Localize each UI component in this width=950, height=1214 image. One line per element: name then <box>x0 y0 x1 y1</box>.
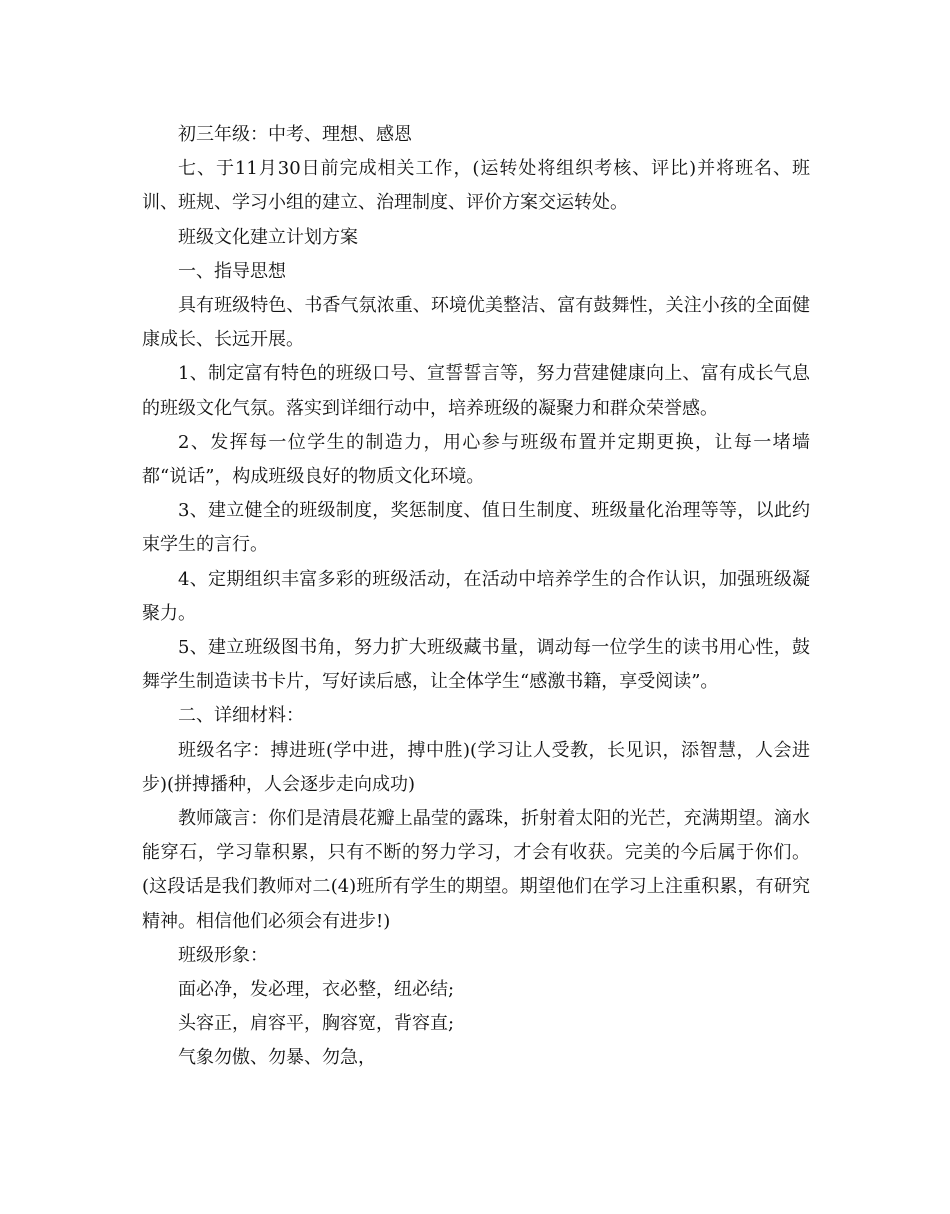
paragraph-class-name: 班级名字：搏进班(学中进，搏中胜)(学习让人受教，长见识，添智慧，人会进步)(拼搏播种，人会逐步走向成功) <box>142 739 810 795</box>
section-title: 班级文化建立计划方案 <box>178 226 358 248</box>
list-item-2: 2、发挥每一位学生的制造力，用心参与班级布置并定期更换，让每一堵墙都“说话”，构成班级良好的物质文化环境。 <box>142 431 810 488</box>
paragraph-grade-theme: 初三年级：中考、理想、感恩 <box>178 124 412 145</box>
paragraph-teacher-motto: 教师箴言：你们是清晨花瓣上晶莹的露珠，折射着太阳的光芒，充满期望。滴水能穿石，学习靠积累，只有不断的努力学习，才会有收获。完美的今后属于你们。(这段话是我们教师对二(4)班所有学生的期望。期望他们在学习上注重积累，有研究精神。相信他们必须会有进步!) <box>142 808 810 932</box>
paragraph-deadline-item: 七、于11月30日前完成相关工作，(运转处将组织考核、评比)并将班名、班训、班规、学习小组的建立、治理制度、评价方案交运转处。 <box>142 158 810 214</box>
rule-line-3: 气象勿傲、勿暴、勿急， <box>178 1047 376 1069</box>
document-body <box>142 118 810 1076</box>
list-item-5: 5、建立班级图书角，努力扩大班级藏书量，调动每一位学生的读书用心性，鼓舞学生制造读书卡片，写好读后感，让全体学生“感激书籍，享受阅读”。 <box>142 637 810 693</box>
list-item-1: 1、制定富有特色的班级口号、宣誓誓言等，努力营建健康向上、富有成长气息的班级文化气氛。落实到详细行动中，培养班级的凝聚力和群众荣誉感。 <box>142 363 810 419</box>
heading-class-image: 班级形象： <box>178 944 268 966</box>
heading-detailed-materials: 二、详细材料： <box>178 705 304 727</box>
list-item-3: 3、建立健全的班级制度，奖惩制度、值日生制度、班级量化治理等等，以此约束学生的言行。 <box>142 500 810 556</box>
paragraph-guiding-thought: 具有班级特色、书香气氛浓重、环境优美整洁、富有鼓舞性，关注小孩的全面健康成长、长远开展。 <box>142 295 810 351</box>
rule-line-1: 面必净，发必理，衣必整，纽必结; <box>178 979 455 1001</box>
list-item-4: 4、定期组织丰富多彩的班级活动，在活动中培养学生的合作认识，加强班级凝聚力。 <box>142 568 810 624</box>
rule-line-2: 头容正，肩容平，胸容宽，背容直; <box>178 1013 455 1035</box>
heading-guiding-thought: 一、指导思想 <box>178 260 286 282</box>
